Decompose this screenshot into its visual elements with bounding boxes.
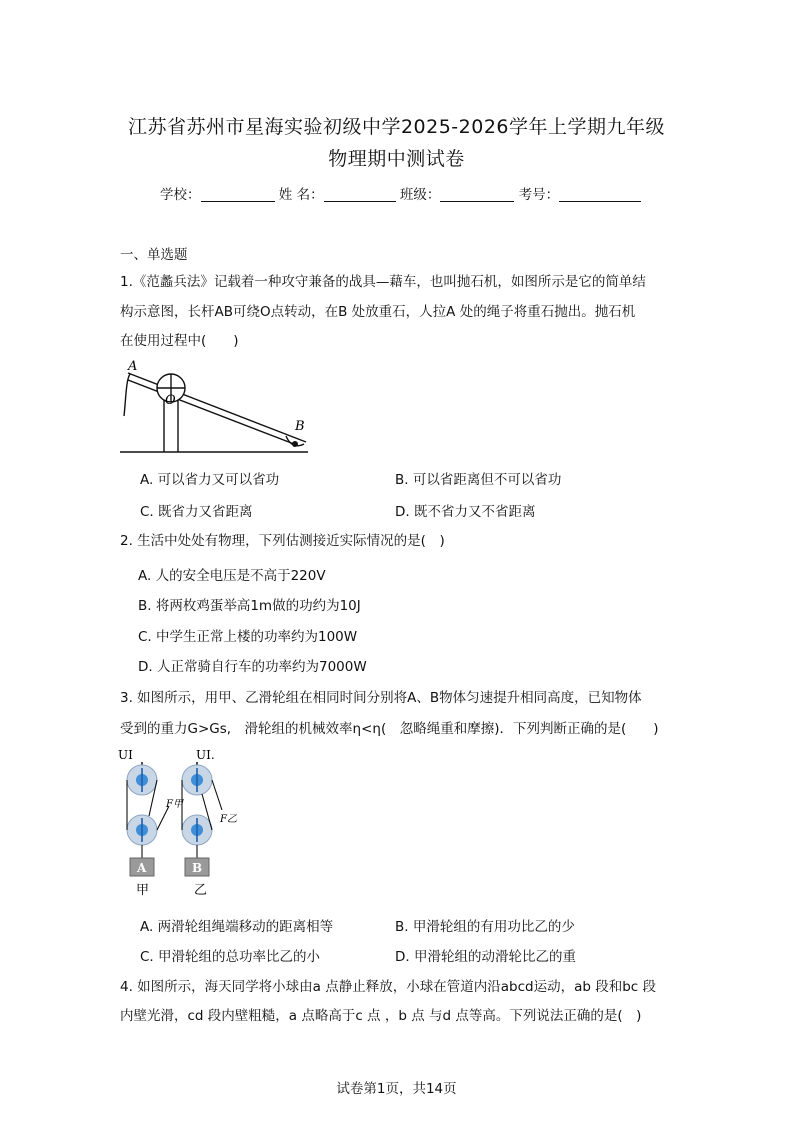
caption-left: 甲: [136, 883, 150, 896]
top-label-left: UI: [118, 748, 133, 762]
q1-option-c[interactable]: C. 既省力又省距离: [140, 504, 253, 520]
section-title: 一、单选题: [120, 247, 188, 263]
q1-stem-line3: 在使用过程中( ): [120, 333, 239, 349]
q3-option-c[interactable]: C. 甲滑轮组的总功率比乙的小: [140, 949, 321, 965]
force-left: F甲: [166, 799, 183, 810]
exam-title-line1: 江苏省苏州市星海实验初级中学2025-2026学年上学期九年级: [127, 116, 666, 138]
exam-title-line2: 物理期中测试卷: [328, 148, 465, 170]
pulley-system-right: [182, 762, 237, 876]
block-a: A: [137, 861, 147, 875]
stone-mark: [292, 441, 298, 447]
label-b: B: [295, 419, 305, 434]
block-b: B: [192, 861, 203, 875]
class-blank: [440, 187, 514, 202]
exam-no-blank: [559, 187, 641, 202]
name-blank: [324, 187, 396, 202]
label-a: A: [128, 359, 138, 374]
q3-option-a[interactable]: A. 两滑轮组绳端移动的距离相等: [140, 919, 334, 935]
q1-option-d[interactable]: D. 既不省力又不省距离: [395, 504, 536, 520]
label-o: O: [165, 393, 176, 408]
q3-stem-line1: 3. 如图所示，用甲、乙滑轮组在相同时间分别将A、B物体匀速提升相同高度，已知物体: [120, 690, 642, 706]
school-label: 学校：: [160, 187, 201, 203]
class-label: 班级：: [399, 187, 441, 203]
q2-option-d[interactable]: D. 人正常骑自行车的功率约为7000W: [138, 659, 367, 675]
q2-option-b[interactable]: B. 将两枚鸡蛋举高1m做的功约为10J: [138, 598, 361, 614]
force-right: F乙: [220, 814, 237, 825]
q3-option-d[interactable]: D. 甲滑轮组的动滑轮比乙的重: [395, 949, 576, 965]
caption-right: 乙: [194, 883, 208, 896]
q3-stem-line2: 受到的重力G>Gs, 滑轮组的机械效率η<η( 忽略绳重和摩擦)．下列判断正确的是( ): [120, 721, 659, 737]
school-blank: [201, 187, 275, 202]
exam-no-label: 考号：: [518, 187, 560, 203]
q4-stem-line1: 4. 如图所示，海天同学将小球由a 点静止释放，小球在管道内沿abcd运动，ab 段和bc 段: [120, 979, 656, 995]
q2-stem: 2. 生活中处处有物理，下列估测接近实际情况的是( ): [120, 533, 445, 549]
q2-option-a[interactable]: A. 人的安全电压是不高于220V: [138, 568, 326, 584]
q1-catapult-diagram: [118, 358, 318, 458]
q1-stem-line2: 构示意图，长杆AB可绕O点转动，在B 处放重石，人拉A 处的绳子将重石抛出。抛石机: [120, 304, 636, 320]
q1-option-a[interactable]: A. 可以省力又可以省功: [140, 472, 280, 488]
q2-option-c[interactable]: C. 中学生正常上楼的功率约为100W: [138, 629, 358, 645]
q3-pulley-diagram: [114, 744, 244, 896]
q1-stem-line1: 1.《范蠡兵法》记载着一种攻守兼备的战具—藉车，也叫抛石机，如图所示是它的简单结: [120, 274, 646, 290]
student-info-line: [160, 183, 641, 203]
name-label: 姓 名：: [278, 187, 324, 203]
top-label-right: UI.: [196, 748, 215, 762]
pulley-system-left: [127, 762, 184, 876]
q4-stem-line2: 内壁光滑，cd 段内壁粗糙，a 点略高于c 点 ，b 点 与d 点等高。下列说法正确的是( ): [120, 1008, 642, 1024]
q1-option-b[interactable]: B. 可以省距离但不可以省功: [395, 472, 562, 488]
page-footer: 试卷第1页，共14页: [336, 1081, 457, 1097]
q3-option-b[interactable]: B. 甲滑轮组的有用功比乙的少: [395, 919, 575, 935]
